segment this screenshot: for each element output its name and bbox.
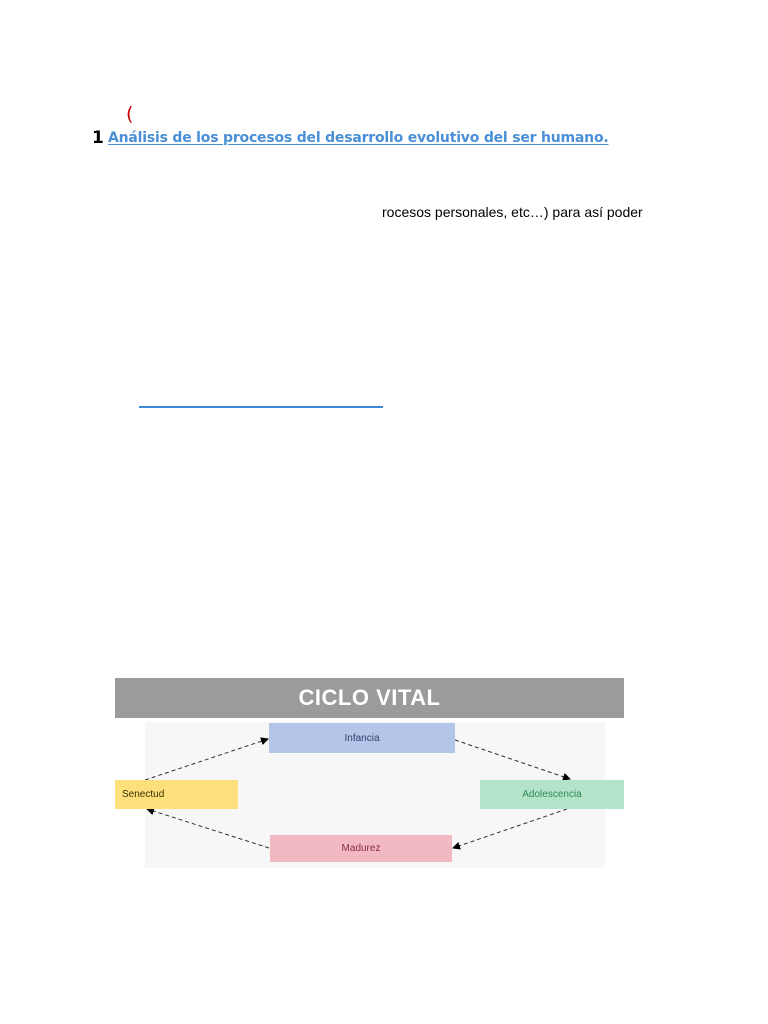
stage-senectud [115, 780, 238, 809]
stage-adolescencia [480, 780, 624, 809]
heading-title-link[interactable]: Análisis de los procesos del desarrollo evolutivo del ser humano. [108, 130, 609, 146]
stage-infancia-label: Infancia [344, 732, 380, 744]
arrow-senectud-to-infancia [145, 739, 268, 780]
stage-infancia [269, 723, 455, 753]
figure-title: CICLO VITAL [298, 685, 441, 710]
hyperlink-underline[interactable] [139, 406, 383, 408]
arrow-madurez-to-senectud [147, 809, 269, 848]
arrow-infancia-to-adolescencia [455, 740, 570, 779]
arrow-adolescencia-to-madurez [453, 809, 567, 848]
stage-madurez-label: Madurez [341, 843, 381, 854]
ciclo-vital-figure [115, 678, 624, 870]
heading-number: 1 [92, 128, 104, 148]
stage-adolescencia-label: Adolescencia [522, 789, 582, 800]
stage-senectud-label: Senectud [122, 789, 165, 800]
body-text-fragment: rocesos personales, etc…) para así poder [382, 204, 643, 220]
red-paren-mark: ( [126, 103, 134, 125]
stage-madurez [270, 835, 452, 862]
